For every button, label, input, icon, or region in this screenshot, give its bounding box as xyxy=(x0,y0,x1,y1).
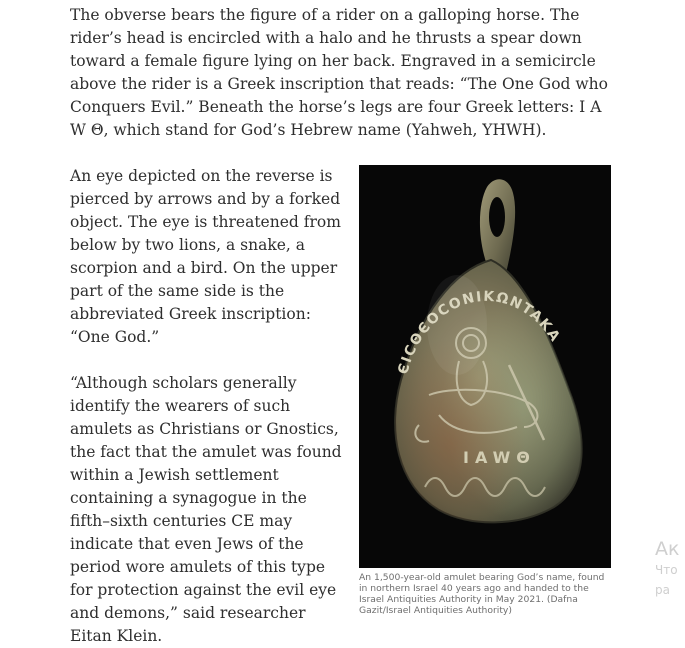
paragraph-reverse: An eye depicted on the reverse is pierced by arrows and by a forked object. The eye is threatened from below by two lions, a snake, a scorpion and a bird. On the upper part of the same side is the abbreviated Greek inscription: “One God.” xyxy=(70,167,341,346)
inscription-bottom-text: IAWΘ xyxy=(463,448,536,467)
sidebar-line-3: ра xyxy=(655,583,670,597)
sidebar-line-2: Что xyxy=(655,563,678,577)
sidebar-partial-text xyxy=(655,538,685,600)
inscription-arc-text: ЄICΘЄOCONIKΩNTAKA xyxy=(395,288,564,377)
amulet-photo xyxy=(359,165,611,568)
sidebar-line-1: Ак xyxy=(655,538,680,560)
paragraph-obverse: The obverse bears the figure of a rider on a galloping horse. The rider’s head is encircled with a halo and he thrusts a spear down toward a female figure lying on her back. Engraved in a semicircle above the rider is a Greek inscription that reads: “The One God who Conquers Evil.” Beneath the horse’s legs are four Greek letters: I A W Θ, which stand for God’s Hebrew name (Yahweh, YHWH). xyxy=(70,6,608,139)
amulet-bottom-letters xyxy=(463,448,536,467)
photo-caption: An 1,500-year-old amulet bearing God’s name, found in northern Israel 40 years ago and handed to the Israel Antiquities Authority in May 2021. (Dafna Gazit/Israel Antiquities Authority) xyxy=(359,572,605,616)
paragraph-quote: “Although scholars generally identify the wearers of such amulets as Christians or Gnostics, the fact that the amulet was found within a Jewish settlement containing a synagogue in the fifth–sixth centuries CE may indicate that even Jews of the period wore amulets of this type for protection against the evil eye and demons,” said researcher Eitan Klein. xyxy=(70,374,342,645)
